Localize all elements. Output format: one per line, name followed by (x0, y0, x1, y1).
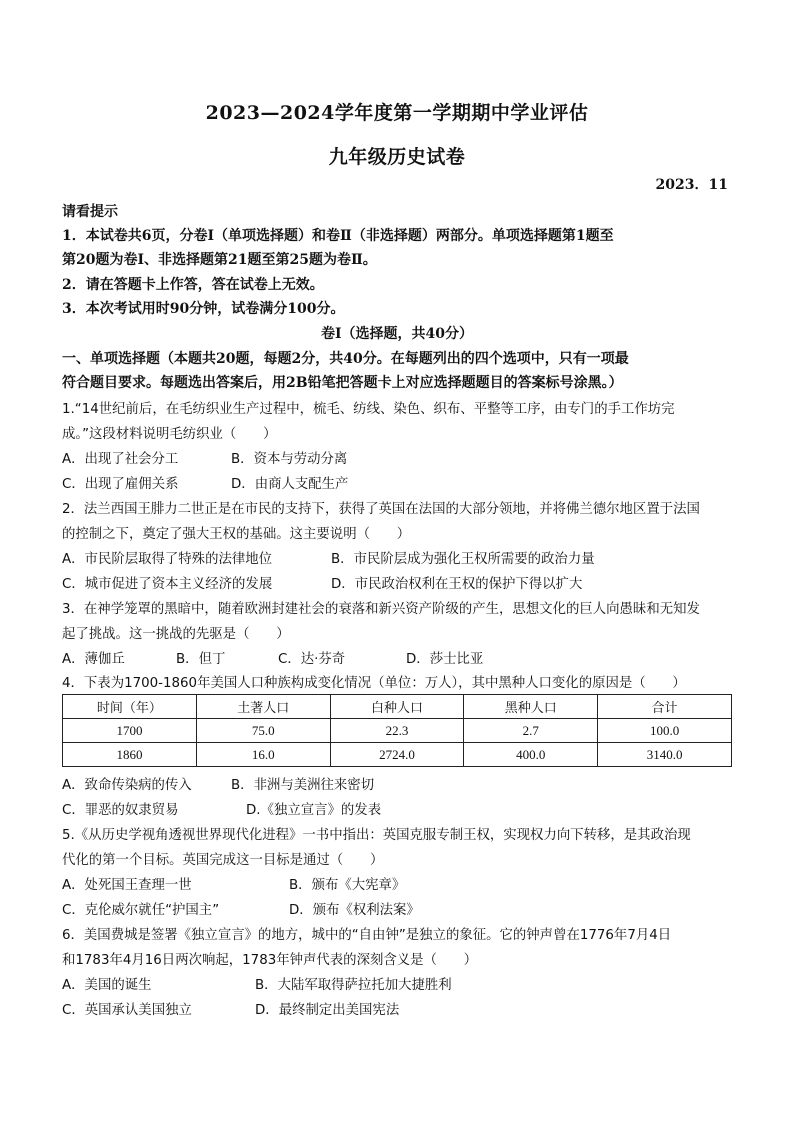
table-cell: 3140.0 (598, 743, 732, 767)
table-cell: 16.0 (196, 743, 330, 767)
question-6-stem: 6．美国费城是签署《独立宣言》的地方，城中的“自由钟”是独立的象征。它的钟声曾在1776年7月4日 (62, 928, 672, 943)
question-4-option-d: D.《独立宣言》的发表 (246, 803, 382, 818)
question-3-option-a: A．薄伽丘 (62, 652, 125, 667)
table-header-cell: 合计 (598, 695, 732, 719)
table-cell: 1860 (63, 743, 197, 767)
question-6-option-a: A．美国的诞生 (62, 978, 152, 993)
table-header-cell: 时间（年） (63, 695, 197, 719)
table-cell: 2724.0 (330, 743, 464, 767)
table-row (63, 719, 732, 743)
table-cell: 100.0 (598, 719, 732, 743)
section-intro: 一、单项选择题（本题共20题，每题2分，共40分。在每题列出的四个选项中，只有一项最 (62, 351, 629, 367)
question-2-option-b: B．市民阶层成为强化王权所需要的政治力量 (331, 552, 595, 567)
notice-item-2: 2．请在答题卡上作答，答在试卷上无效。 (62, 277, 324, 293)
question-6-option-c: C．英国承认美国独立 (62, 1003, 192, 1018)
question-2-option-a: A．市民阶层取得了特殊的法律地位 (62, 552, 273, 567)
notice-item-1: 1．本试卷共6页，分卷Ⅰ（单项选择题）和卷Ⅱ（非选择题）两部分。单项选择题第1题至 (62, 228, 614, 244)
exam-subtitle: 九年级历史试卷 (328, 146, 466, 168)
question-5-stem: 5.《从历史学视角透视世界现代化进程》一书中指出：英国克服专制王权，实现权力向下转移，是其政治现 (62, 828, 691, 843)
table-cell: 1700 (63, 719, 197, 743)
question-1-option-b: B．资本与劳动分离 (231, 452, 348, 467)
question-5-option-d: D．颁布《权利法案》 (289, 903, 420, 918)
question-3-option-c: C．达·芬奇 (278, 652, 346, 667)
question-6-stem-cont: 和1783年4月16日两次响起，1783年钟声代表的深刻含义是（ ） (62, 953, 478, 968)
section-intro-cont: 符合题目要求。每题选出答案后，用2B铅笔把答题卡上对应选择题题目的答案标号涂黑。） (62, 375, 623, 391)
notice-item-1-cont: 第20题为卷Ⅰ、非选择题第21题至第25题为卷Ⅱ。 (62, 252, 377, 268)
exam-date: 2023．11 (655, 177, 728, 193)
table-header-cell: 黑种人口 (464, 695, 598, 719)
question-1-stem: 1.“14世纪前后，在毛纺织业生产过程中，梳毛、纺线、染色、织布、平整等工序，由专门的手工作坊完 (62, 402, 675, 417)
table-cell: 22.3 (330, 719, 464, 743)
question-4-option-b: B．非洲与美洲往来密切 (231, 778, 375, 793)
question-5-stem-cont: 代化的第一个目标。英国完成这一目标是通过（ ） (62, 853, 384, 868)
question-3-stem-cont: 起了挑战。这一挑战的先驱是（ ） (62, 627, 290, 642)
question-3-option-b: B．但丁 (176, 652, 226, 667)
question-1-option-d: D．由商人支配生产 (231, 477, 349, 492)
question-6-option-d: D．最终制定出美国宪法 (255, 1003, 400, 1018)
question-3-option-d: D．莎士比亚 (406, 652, 484, 667)
question-1-stem-cont: 成。”这段材料说明毛纺织业（ ） (62, 427, 277, 442)
notice-heading: 请看提示 (62, 204, 118, 220)
question-4-option-a: A．致命传染病的传入 (62, 778, 192, 793)
question-5-option-a: A．处死国王查理一世 (62, 878, 192, 893)
population-table (62, 694, 732, 767)
question-5-option-b: B．颁布《大宪章》 (289, 878, 406, 893)
question-2-stem: 2．法兰西国王腓力二世正是在市民的支持下，获得了英国在法国的大部分领地，并将佛兰德尔地区置于法国 (62, 502, 700, 517)
question-3-stem: 3．在神学笼罩的黑暗中，随着欧洲封建社会的衰落和新兴资产阶级的产生，思想文化的巨人向愚昧和无知发 (62, 602, 700, 617)
question-6-option-b: B．大陆军取得萨拉托加大捷胜利 (255, 978, 452, 993)
question-2-option-d: D．市民政治权利在王权的保护下得以扩大 (331, 577, 583, 592)
section-title: 卷Ⅰ（选择题，共40分） (320, 326, 474, 342)
question-1-option-c: C．出现了雇佣关系 (62, 477, 179, 492)
question-4-option-c: C．罪恶的奴隶贸易 (62, 803, 179, 818)
question-1-option-a: A．出现了社会分工 (62, 452, 179, 467)
question-5-option-c: C．克伦威尔就任“护国主” (62, 903, 220, 918)
question-4-stem: 4．下表为1700-1860年美国人口种族构成变化情况（单位：万人），其中黑种人口变化的原因是（ ） (62, 676, 686, 691)
table-header-row (63, 695, 732, 719)
table-header-cell: 白种人口 (330, 695, 464, 719)
table-cell: 400.0 (464, 743, 598, 767)
notice-item-3: 3．本次考试用时90分钟，试卷满分100分。 (62, 301, 345, 317)
exam-title: 2023—2024学年度第一学期期中学业评估 (205, 102, 589, 124)
table-row (63, 743, 732, 767)
table-cell: 2.7 (464, 719, 598, 743)
question-2-option-c: C．城市促进了资本主义经济的发展 (62, 577, 273, 592)
table-cell: 75.0 (196, 719, 330, 743)
question-2-stem-cont: 的控制之下，奠定了强大王权的基础。这主要说明（ ） (62, 527, 411, 542)
table-header-cell: 土著人口 (196, 695, 330, 719)
